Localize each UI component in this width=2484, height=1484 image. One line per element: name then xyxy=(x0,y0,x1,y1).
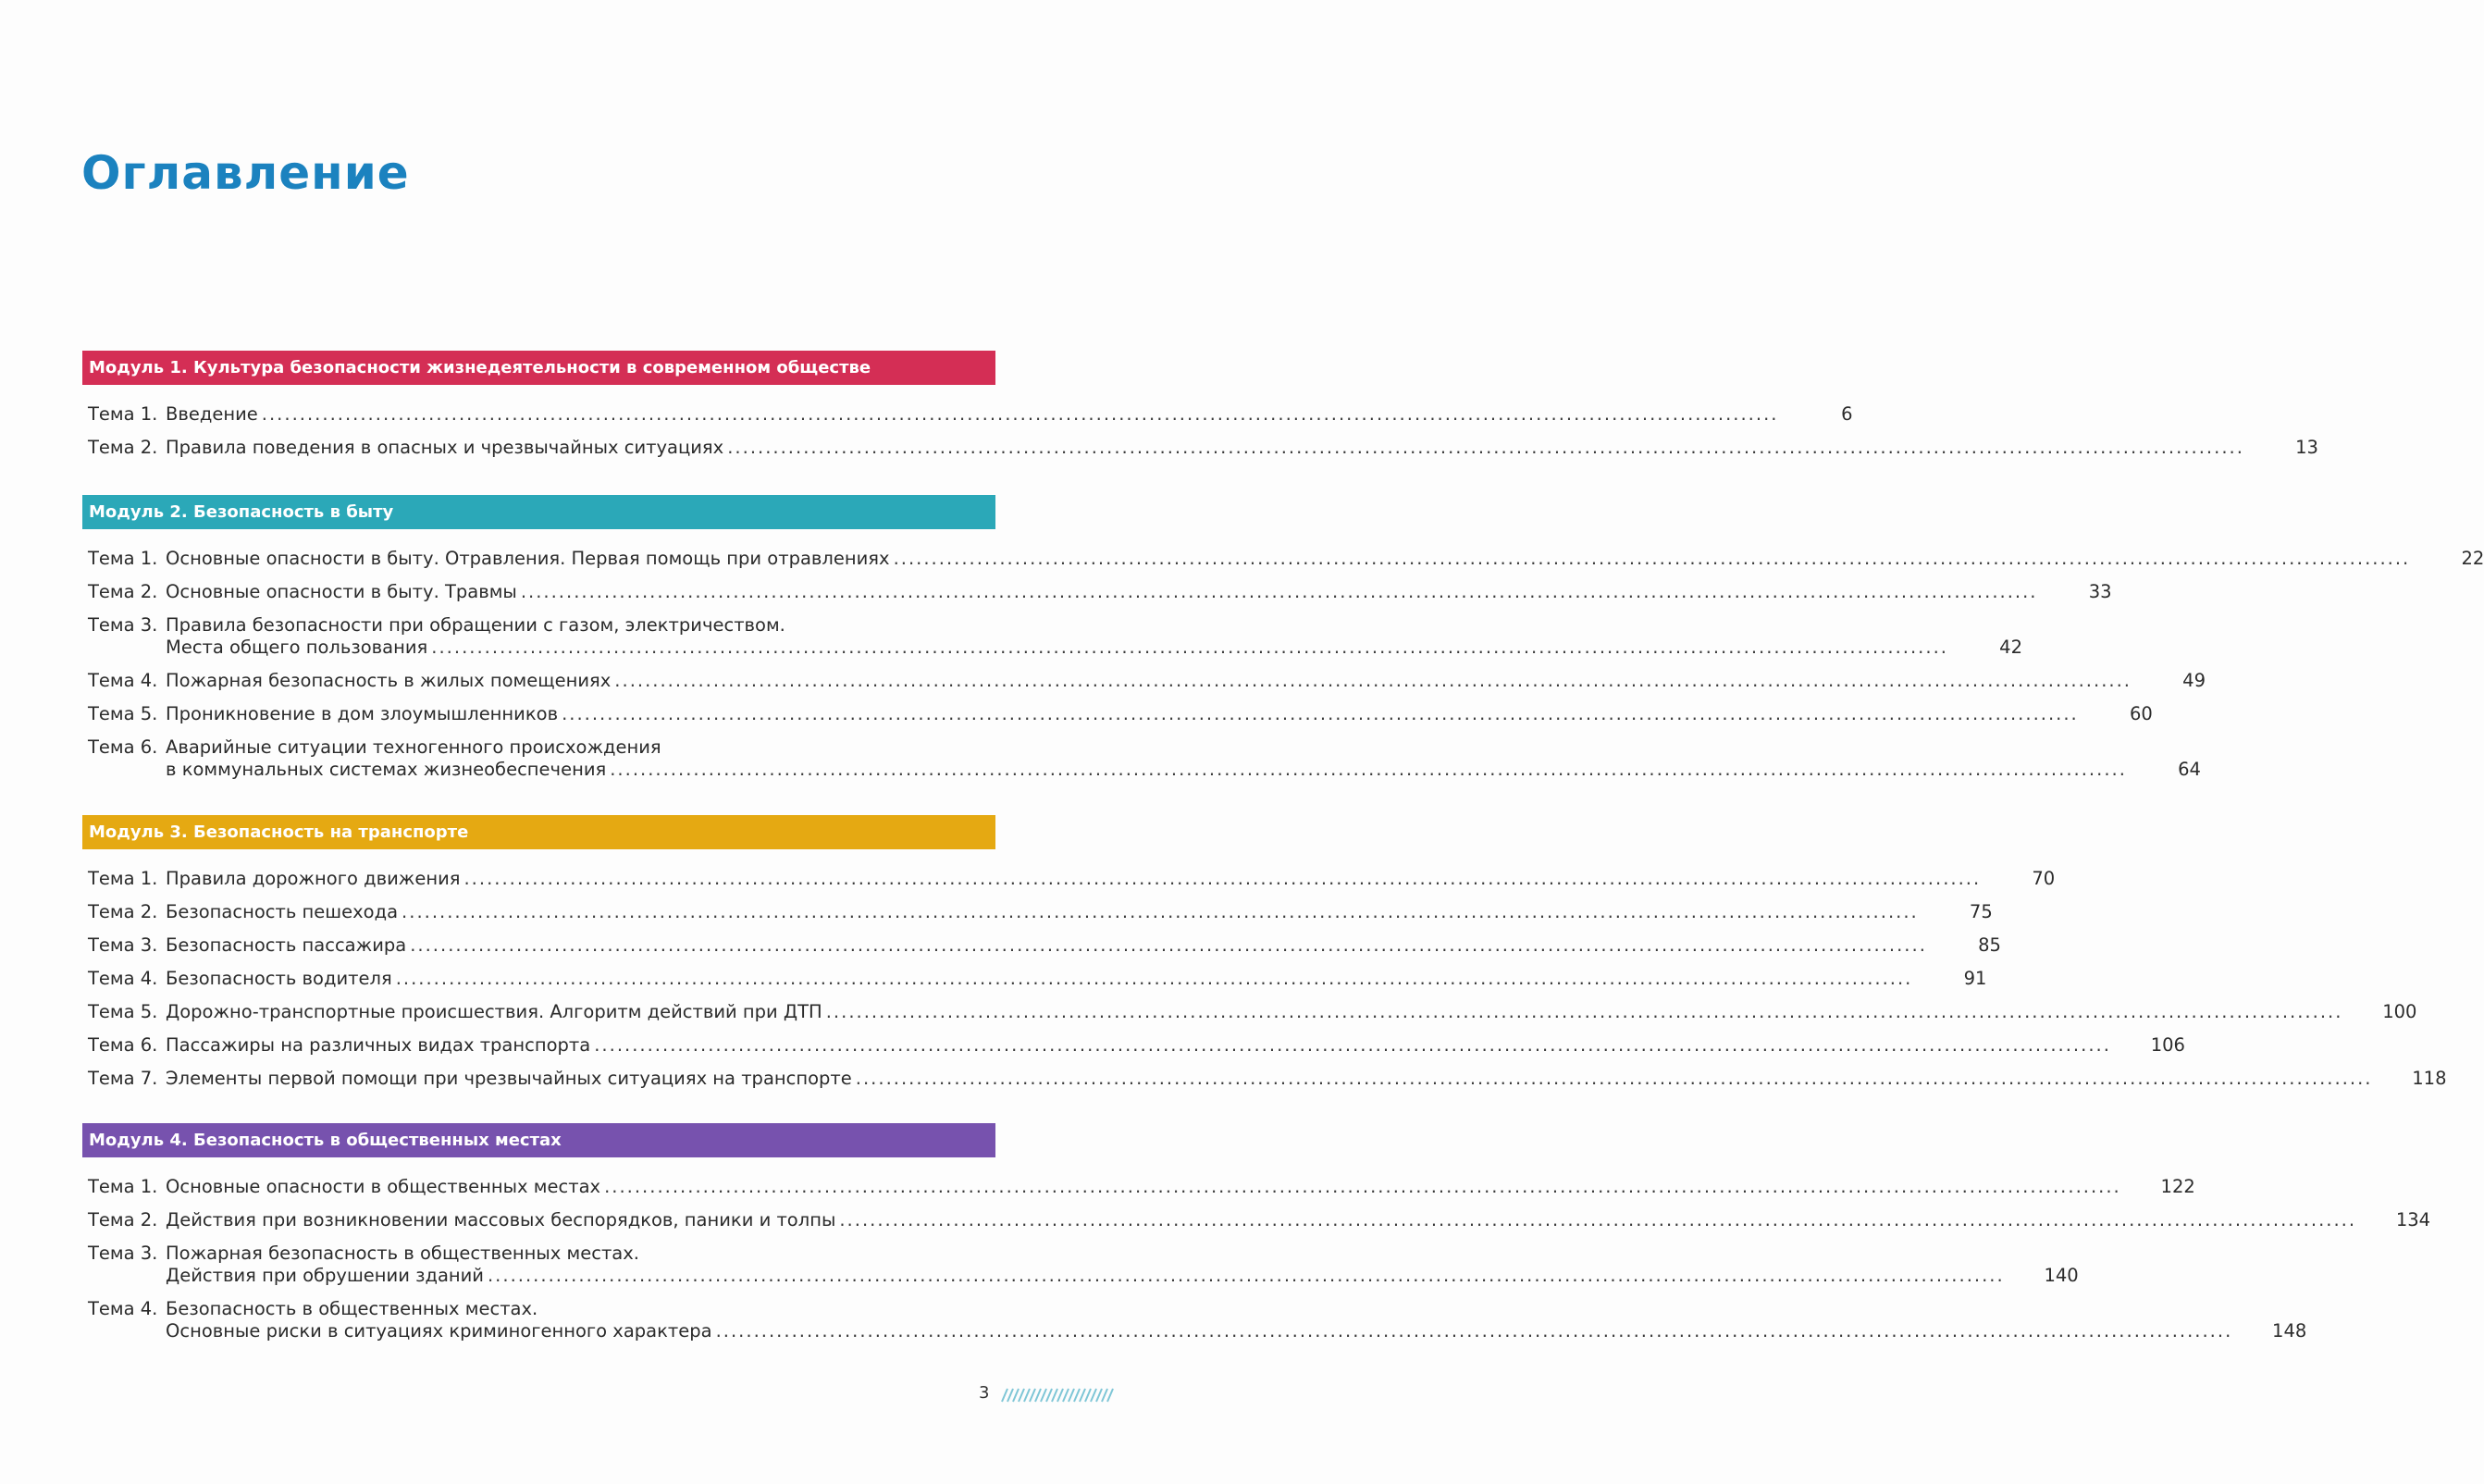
page-ref: 140 xyxy=(2044,1265,2079,1286)
module-3-section xyxy=(82,815,2447,1101)
topic-number: Тема 2. xyxy=(88,1209,158,1230)
toc-entry[interactable] xyxy=(82,1298,2307,1342)
topic-title-continued: Действия при обрушении зданий xyxy=(166,1265,484,1286)
toc-entry[interactable] xyxy=(82,614,2022,659)
hatch-stripe xyxy=(1080,1389,1085,1402)
toc-entry[interactable] xyxy=(82,1034,2185,1057)
leader-dots: ........................................................................................................................................................................................................ xyxy=(487,1265,2005,1286)
topic-number: Тема 2. xyxy=(88,581,158,602)
leader-dots: ........................................................................................................................................................................................................ xyxy=(594,1034,2111,1056)
topic-title: Основные опасности в быту. Отравления. Первая помощь при отравлениях xyxy=(166,548,890,569)
topic-title-continued: в коммунальных системах жизнеобеспечения xyxy=(166,759,607,780)
leader-dots: ........................................................................................................................................................................................................ xyxy=(520,581,2038,602)
hatch-stripe xyxy=(1063,1389,1069,1402)
page-ref: 42 xyxy=(1999,637,2022,658)
topic-number: Тема 4. xyxy=(88,670,158,691)
hatch-stripe xyxy=(1024,1389,1030,1402)
toc-entry[interactable] xyxy=(82,437,2318,459)
page-ref: 60 xyxy=(2129,703,2153,724)
leader-dots: ........................................................................................................................................................................................................ xyxy=(825,1001,2343,1022)
toc-entry[interactable] xyxy=(82,868,2056,890)
hatch-stripe xyxy=(1007,1389,1013,1402)
topic-title: Введение xyxy=(166,403,258,425)
topic-title: Дорожно-транспортные происшествия. Алгоритм действий при ДТП xyxy=(166,1001,822,1022)
topic-title: Аварийные ситуации техногенного происхождения xyxy=(166,736,661,758)
topic-title: Безопасность водителя xyxy=(166,968,392,989)
topic-title: Основные опасности в быту. Травмы xyxy=(166,581,517,602)
leader-dots: ........................................................................................................................................................................................................ xyxy=(855,1068,2373,1089)
topic-number: Тема 5. xyxy=(88,703,158,724)
topic-number: Тема 1. xyxy=(88,403,158,425)
toc-entry[interactable] xyxy=(82,901,1993,923)
hatch-stripe xyxy=(1046,1389,1052,1402)
toc-entry[interactable] xyxy=(82,581,2112,603)
page-title: Оглавление xyxy=(81,146,410,200)
page-ref: 75 xyxy=(1969,901,1993,922)
hatch-stripe xyxy=(1085,1389,1091,1402)
topic-title: Элементы первой помощи при чрезвычайных ситуациях на транспорте xyxy=(166,1068,852,1089)
leader-dots: ........................................................................................................................................................................................................ xyxy=(893,548,2411,569)
toc-entry[interactable] xyxy=(82,703,2153,725)
topic-number: Тема 1. xyxy=(88,868,158,889)
module-2-topic-list xyxy=(82,529,2484,781)
page-number: 3 xyxy=(979,1383,990,1403)
topic-number: Тема 6. xyxy=(88,736,158,758)
hatch-stripe xyxy=(1035,1389,1041,1402)
page-ref: 70 xyxy=(2032,868,2056,889)
module-1-heading[interactable]: Модуль 1. Культура безопасности жизнедеятельности в современном обществе xyxy=(82,351,995,385)
toc-entry[interactable] xyxy=(82,1001,2417,1023)
page-ref: 49 xyxy=(2182,670,2206,691)
page-ref: 6 xyxy=(1841,403,1853,425)
module-1-topic-list xyxy=(82,385,2318,459)
toc-entry[interactable] xyxy=(82,403,1853,426)
toc-entry[interactable] xyxy=(82,548,2484,570)
topic-number: Тема 2. xyxy=(88,901,158,922)
topic-number: Тема 3. xyxy=(88,934,158,956)
leader-dots: ........................................................................................................................................................................................................ xyxy=(715,1320,2233,1342)
module-3-heading[interactable]: Модуль 3. Безопасность на транспорте xyxy=(82,815,995,849)
hatch-stripe xyxy=(1002,1389,1007,1402)
leader-dots: ........................................................................................................................................................................................................ xyxy=(727,437,2244,458)
topic-title: Безопасность пешехода xyxy=(166,901,399,922)
hatch-stripe xyxy=(1074,1389,1080,1402)
topic-title-continued: Места общего пользования xyxy=(166,637,428,658)
module-1-section xyxy=(82,351,2318,470)
hatch-stripe xyxy=(1052,1389,1057,1402)
topic-title: Действия при возникновении массовых беспорядков, паники и толпы xyxy=(166,1209,836,1230)
hatch-stripe xyxy=(1069,1389,1074,1402)
topic-number: Тема 3. xyxy=(88,614,158,636)
page-ref: 22 xyxy=(2461,548,2484,569)
module-2-section xyxy=(82,495,2484,792)
leader-dots: ........................................................................................................................................................................................................ xyxy=(610,759,2127,780)
hatch-stripe xyxy=(1019,1389,1024,1402)
page-ref: 64 xyxy=(2178,759,2201,780)
page-ref: 148 xyxy=(2272,1320,2307,1342)
topic-number: Тема 3. xyxy=(88,1243,158,1264)
leader-dots: ........................................................................................................................................................................................................ xyxy=(410,934,1927,956)
hatch-stripe xyxy=(1057,1389,1063,1402)
page-ref: 33 xyxy=(2088,581,2112,602)
hatch-stripe xyxy=(1096,1389,1102,1402)
page-ref: 13 xyxy=(2295,437,2318,458)
leader-dots: ........................................................................................................................................................................................................ xyxy=(261,403,1779,425)
toc-entry[interactable] xyxy=(82,1243,2079,1287)
topic-number: Тема 5. xyxy=(88,1001,158,1022)
toc-entry[interactable] xyxy=(82,1209,2431,1231)
topic-number: Тема 7. xyxy=(88,1068,158,1089)
hatch-stripe xyxy=(1041,1389,1046,1402)
topic-title: Правила дорожного движения xyxy=(166,868,461,889)
page-ref: 106 xyxy=(2150,1034,2185,1056)
module-3-topic-list xyxy=(82,849,2447,1090)
module-4-section xyxy=(82,1123,2431,1354)
toc-entry[interactable] xyxy=(82,968,1987,990)
page-ref: 91 xyxy=(1963,968,1987,989)
page-ref: 134 xyxy=(2395,1209,2431,1230)
leader-dots: ........................................................................................................................................................................................................ xyxy=(614,670,2132,691)
module-4-heading[interactable]: Модуль 4. Безопасность в общественных местах xyxy=(82,1123,995,1157)
toc-entry[interactable] xyxy=(82,934,2001,957)
topic-title: Основные опасности в общественных местах xyxy=(166,1176,601,1197)
toc-entry[interactable] xyxy=(82,736,2201,781)
leader-dots: ........................................................................................................................................................................................................ xyxy=(402,901,1919,922)
leader-dots: ........................................................................................................................................................................................................ xyxy=(839,1209,2357,1230)
topic-title: Пожарная безопасность в общественных местах. xyxy=(166,1243,639,1264)
topic-number: Тема 1. xyxy=(88,548,158,569)
topic-title: Пожарная безопасность в жилых помещениях xyxy=(166,670,612,691)
hatch-stripe xyxy=(1091,1389,1096,1402)
leader-dots: ........................................................................................................................................................................................................ xyxy=(431,637,1948,658)
toc-entry[interactable] xyxy=(82,670,2206,692)
topic-number: Тема 4. xyxy=(88,968,158,989)
page-ref: 85 xyxy=(1978,934,2001,956)
page-ref: 100 xyxy=(2382,1001,2417,1022)
topic-title-continued: Основные риски в ситуациях криминогенного характера xyxy=(166,1320,712,1342)
topic-title: Правила безопасности при обращении с газом, электричеством. xyxy=(166,614,785,636)
topic-title: Пассажиры на различных видах транспорта xyxy=(166,1034,591,1056)
hatch-stripe xyxy=(1107,1389,1113,1402)
topic-title: Проникновение в дом злоумышленников xyxy=(166,703,559,724)
topic-number: Тема 6. xyxy=(88,1034,158,1056)
topic-title: Безопасность в общественных местах. xyxy=(166,1298,538,1319)
page-ref: 118 xyxy=(2412,1068,2447,1089)
page-ref: 122 xyxy=(2160,1176,2195,1197)
topic-title: Безопасность пассажира xyxy=(166,934,407,956)
module-4-topic-list xyxy=(82,1157,2431,1342)
leader-dots: ........................................................................................................................................................................................................ xyxy=(604,1176,2121,1197)
leader-dots: ........................................................................................................................................................................................................ xyxy=(463,868,1982,889)
decorative-hatch-stripes xyxy=(1002,1388,1110,1403)
leader-dots: ........................................................................................................................................................................................................ xyxy=(562,703,2079,724)
toc-entry[interactable] xyxy=(82,1176,2195,1198)
topic-number: Тема 4. xyxy=(88,1298,158,1319)
hatch-stripe xyxy=(1013,1389,1019,1402)
topic-title: Правила поведения в опасных и чрезвычайных ситуациях xyxy=(166,437,724,458)
toc-entry[interactable] xyxy=(82,1068,2447,1090)
hatch-stripe xyxy=(1030,1389,1035,1402)
topic-number: Тема 2. xyxy=(88,437,158,458)
leader-dots: ........................................................................................................................................................................................................ xyxy=(395,968,1913,989)
hatch-stripe xyxy=(1102,1389,1107,1402)
topic-number: Тема 1. xyxy=(88,1176,158,1197)
module-2-heading[interactable]: Модуль 2. Безопасность в быту xyxy=(82,495,995,529)
